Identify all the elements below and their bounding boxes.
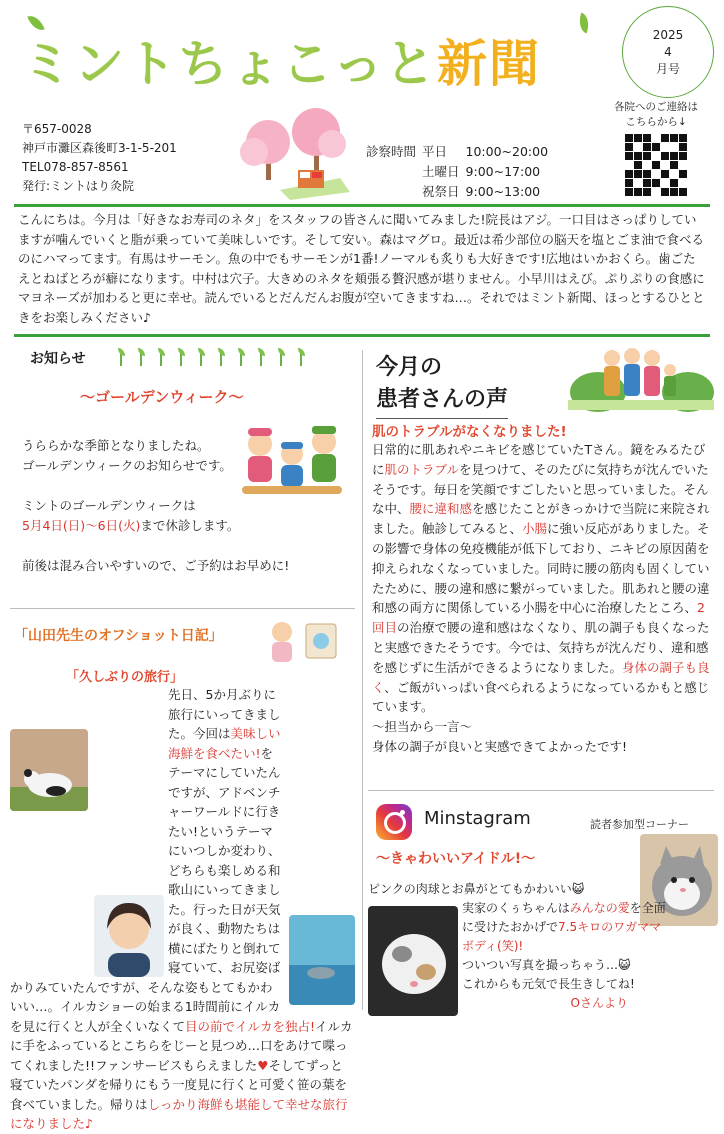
gw-line1: うららかな季節となりましたね。 bbox=[22, 438, 210, 453]
reader-corner-label: 読者参加型コーナー bbox=[590, 818, 689, 831]
blog-highlight: 美味しい海鮮を食べたい! bbox=[168, 726, 281, 761]
gw-title: 〜ゴールデンウィーク〜 bbox=[80, 388, 244, 406]
contact-box bbox=[594, 100, 718, 196]
insta-text: を全面に受けたおかげで bbox=[462, 901, 666, 934]
sprout-decoration bbox=[118, 348, 304, 366]
minstagram-subtitle: 〜きゃわいいアイドル!〜 bbox=[376, 851, 536, 867]
blog-subtitle: 「久しぶりの旅行」 bbox=[66, 670, 184, 685]
street-address: 神戸市灘区森後町3-1-5-201 bbox=[22, 141, 177, 155]
title-part1: ミントちょこっと bbox=[22, 35, 437, 93]
insta-line3: ついつい写真を撮っちゃう…😺 bbox=[462, 958, 631, 972]
sprout-icon bbox=[178, 348, 184, 366]
blog-text: そしてずっと寝ていたパンダを帰りにもう一度見に行くと可愛く笹の葉を食べていました。帰りは bbox=[10, 1057, 348, 1112]
column-divider bbox=[362, 350, 363, 1010]
publisher: 発行:ミントはり灸院 bbox=[22, 179, 135, 193]
insta-line4: これからも元気で長生きしてね! bbox=[462, 977, 635, 991]
dolphin-photo bbox=[289, 915, 355, 1005]
voice-highlight: 小腸 bbox=[522, 521, 548, 537]
instagram-icon bbox=[376, 804, 412, 840]
sprout-icon bbox=[138, 348, 144, 366]
issue-year: 2025 bbox=[652, 27, 684, 42]
blog-title: 「山田先生のオフショット日記」 bbox=[14, 628, 223, 644]
gw-line5: 前後は混み合いやすいので、ご予約はお早めに! bbox=[22, 558, 290, 573]
voice-highlight: 腰に違和感 bbox=[409, 501, 473, 517]
cherry-blossom-illustration bbox=[236, 100, 356, 200]
issue-badge bbox=[622, 6, 714, 98]
intro-text: こんにちは。今月は「好きなお寿司のネタ」をスタッフの皆さんに聞いてみました!院長はアジ。一口目はさっぱりしていますが噛んでいくと脂が乗っていて美味しいです。そして安い。森はマグロ。最近は希少部位の脳天を塩とごま油で食べるのにハマってます。有馬はサーモン。魚の中でもサーモンが1番!ノーマルも炙りも大好きです!広地はいかおくら。歯ごたえとねばとろが癖になります。中村は穴子。大きめのネタを頬張る贅沢感が堪りません。小早川はえび。ぷりぷりの食感にマヨネーズが加わると更に幸せ。読んでいるとだんだんお腹が空いてきますね…。それではミント新聞、ほっとするひとときをお楽しみください♪ bbox=[18, 212, 705, 325]
sprout-icon bbox=[238, 348, 244, 366]
phone-number: TEL078-857-8561 bbox=[22, 160, 129, 174]
title-part2: 新聞 bbox=[437, 34, 541, 93]
voice-title-line1: 今月の bbox=[376, 355, 443, 380]
qr-code-icon[interactable] bbox=[625, 134, 687, 196]
insta-text: 実家のくぅちゃんは bbox=[462, 901, 570, 915]
insta-sender: Oさんより bbox=[570, 996, 628, 1010]
voice-text: に強い反応がありました。その影響で身体の免疫機能が低下しており、ニキビの原因菌を抑えられなくなっていました。同時に腰の筋肉も固くしていたために、腰の違和感に繋がっていました。肌あれと腰の違和感の両方に関係している小腸を中心に治療したところ、 bbox=[372, 521, 710, 616]
insta-highlight: 7.5キロのワガママボディ(笑)! bbox=[462, 920, 662, 953]
staff-heading: 〜担当から一言〜 bbox=[372, 719, 473, 735]
section-divider bbox=[10, 608, 355, 609]
blog-highlight: しっかり海鮮も堪能して幸せな旅行になりました♪ bbox=[10, 1096, 348, 1131]
contact-line1: 各院へのご連絡は bbox=[614, 101, 698, 113]
blog-highlight: 目の前でイルカを独占! bbox=[185, 1018, 316, 1034]
postal-code: 〒657-0028 bbox=[22, 122, 92, 136]
sprout-icon bbox=[198, 348, 204, 366]
gw-line4: まで休診します。 bbox=[140, 518, 240, 533]
gw-body bbox=[22, 436, 352, 576]
voice-title bbox=[376, 352, 508, 419]
voice-text: 日常的に肌あれやニキビを感じていたTさん。鏡をみるたびに bbox=[372, 442, 706, 477]
hours-time: 10:00~20:00 bbox=[465, 144, 549, 159]
voice-text: を感じたことがきっかけで当院に来院されました。触診してみると、 bbox=[372, 501, 710, 537]
hours-time: 9:00~13:00 bbox=[465, 184, 541, 199]
section-divider bbox=[368, 790, 714, 791]
minstagram-title: Minstagram bbox=[424, 808, 531, 829]
hours-time: 9:00~17:00 bbox=[465, 164, 541, 179]
insta-line1: ピンクの肉球とお鼻がとてもかわいい😺 bbox=[368, 882, 585, 896]
contact-line2: こちらから↓ bbox=[625, 116, 687, 128]
notice-heading: お知らせ bbox=[30, 351, 86, 367]
sprout-icon bbox=[258, 348, 264, 366]
hours-day: 平日 bbox=[422, 144, 448, 159]
issue-month: 4 bbox=[664, 44, 672, 59]
teacher-photo bbox=[94, 895, 164, 977]
blog-body bbox=[10, 685, 355, 1134]
gw-line2: ゴールデンウィークのお知らせです。 bbox=[22, 458, 232, 473]
hours-label: 診察時間 bbox=[366, 144, 417, 159]
voice-body bbox=[372, 440, 712, 757]
blog-text: イルカに手をふっているとこちらをじーと見つめ…口をあけて喋ってくれました!!ファンサービスもらえました bbox=[10, 1018, 353, 1073]
issue-suffix: 月号 bbox=[655, 61, 680, 76]
divider-bottom bbox=[14, 334, 710, 337]
voice-text: の治療で腰の違和感はなくなり、肌の調子も良くなったと実感できたそうです。今では、気持ちが沈んだり、違和感を感じずに生活ができるようになりました。 bbox=[372, 620, 710, 675]
clinic-hours bbox=[366, 142, 554, 202]
voice-heading: 肌のトラブルがなくなりました! bbox=[372, 424, 567, 440]
sprout-icon bbox=[218, 348, 224, 366]
voice-highlight: 2回目 bbox=[372, 600, 705, 636]
divider-top bbox=[14, 204, 710, 207]
gw-line3: ミントのゴールデンウィークは bbox=[22, 498, 196, 513]
hours-day: 祝祭日 bbox=[422, 184, 460, 199]
sprout-icon bbox=[298, 348, 304, 366]
voice-highlight: 肌のトラブル bbox=[384, 461, 460, 477]
panda-photo bbox=[10, 729, 88, 811]
gw-dates: 5月4日(日)〜6日(火) bbox=[22, 518, 141, 533]
hours-day: 土曜日 bbox=[422, 164, 460, 179]
voice-highlight: 身体の調子も良く bbox=[372, 659, 710, 695]
blog-text: をテーマにしていたんですが、アドベンチャーワールドに行きたい!というテーマにいつしか変わり、どちらも楽しめる和歌山にいってきました。行った日が天気が良く、動物たちは横にばたりと倒れて寝ていて、お尻姿ばかりみていたんですが、そんな姿もとてもかわいい…。イルカショーの始まる1時間前にイルカを見に行くと人が全くいなくて bbox=[10, 745, 281, 1034]
sprout-icon bbox=[118, 348, 124, 366]
staff-comment: 身体の調子が良いと実感できてよかったです! bbox=[372, 738, 628, 754]
sprout-icon bbox=[158, 348, 164, 366]
clinic-address bbox=[22, 120, 177, 196]
blog-text: 先日、5か月ぶりに旅行にいってきました。今回は bbox=[168, 687, 281, 741]
voice-text: 、ご飯がいっぱい食べられるようになっているかもと感じています。 bbox=[372, 679, 710, 715]
family-illustration bbox=[568, 340, 714, 414]
newsletter-title bbox=[22, 24, 541, 96]
voice-title-line2: 患者さんの声 bbox=[376, 384, 508, 419]
travel-illustration bbox=[258, 614, 354, 670]
insta-highlight: みんなの愛 bbox=[569, 901, 630, 915]
voice-text: を見つけて、そのたびに気持ちが沈んでいたそうです。毎日を笑顔ですごしたいと思っていました。そんな中、 bbox=[372, 461, 709, 517]
heart-icon: ♥ bbox=[257, 1057, 269, 1073]
leaf-decoration-icon bbox=[575, 12, 592, 33]
minstagram-body bbox=[368, 880, 668, 1013]
sprout-icon bbox=[278, 348, 284, 366]
